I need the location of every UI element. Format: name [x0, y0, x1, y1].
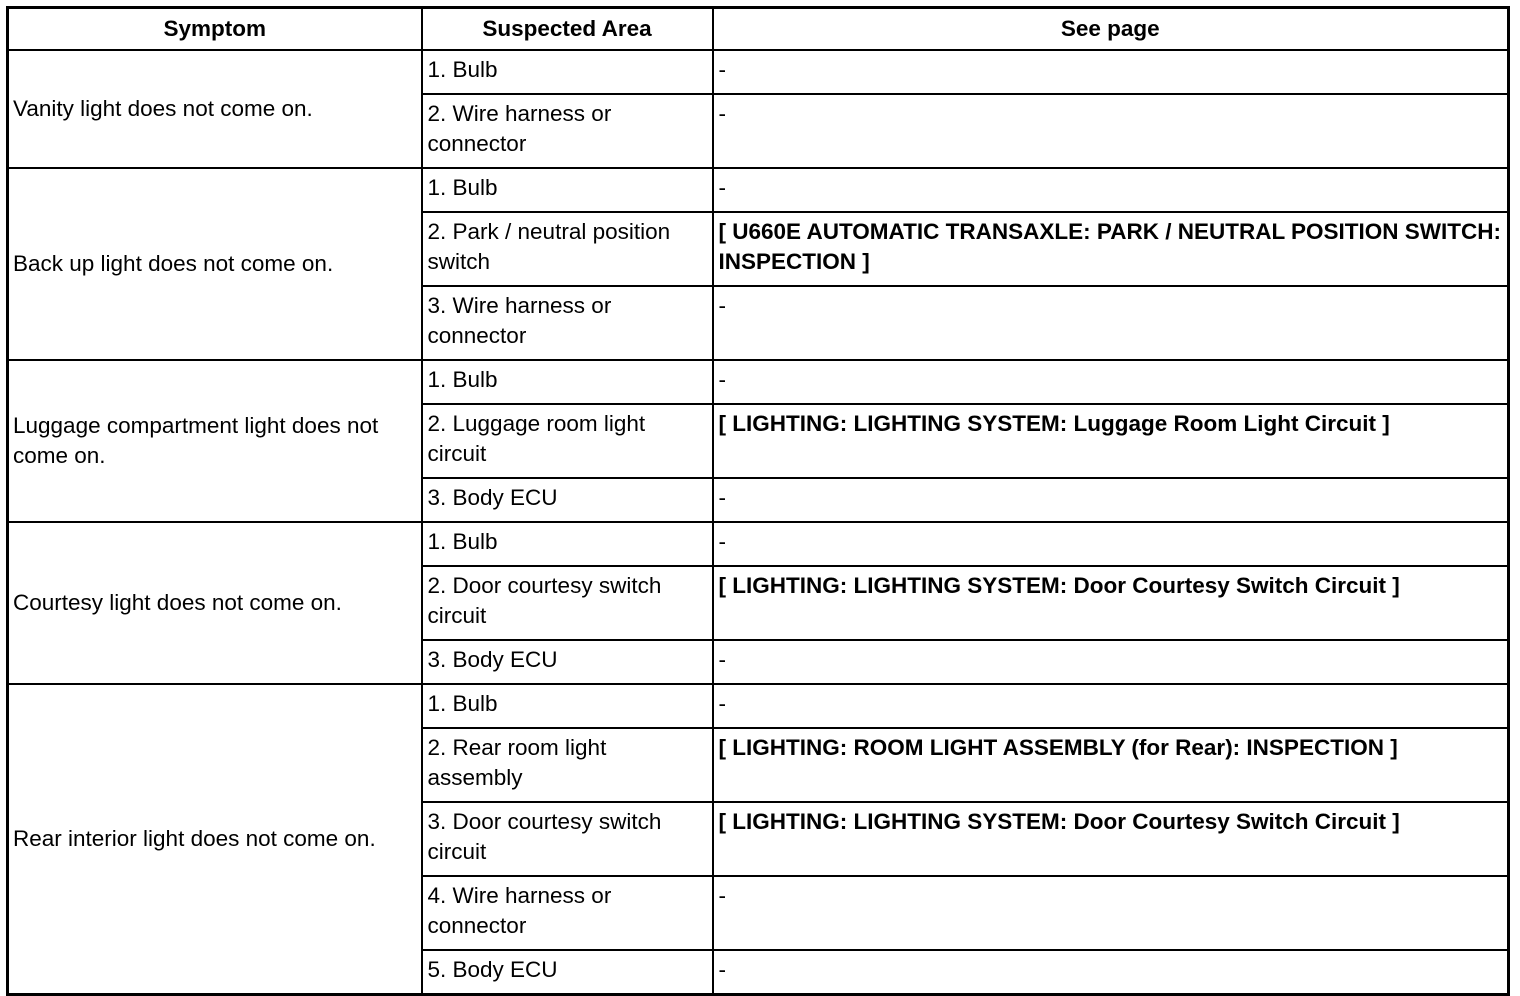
see-page-cell: -: [713, 286, 1509, 360]
symptom-cell: Rear interior light does not come on.: [8, 684, 422, 995]
see-page-link[interactable]: [ LIGHTING: LIGHTING SYSTEM: Door Courtesy Switch Circuit ]: [713, 566, 1509, 640]
suspected-area-cell: 1. Bulb: [422, 684, 713, 728]
symptom-cell: Back up light does not come on.: [8, 168, 422, 360]
see-page-cell: -: [713, 478, 1509, 522]
table-row: [8, 50, 1509, 94]
suspected-area-cell: 5. Body ECU: [422, 950, 713, 995]
suspected-area-cell: 3. Door courtesy switch circuit: [422, 802, 713, 876]
symptom-cell: Vanity light does not come on.: [8, 50, 422, 168]
suspected-area-cell: 2. Park / neutral position switch: [422, 212, 713, 286]
suspected-area-cell: 1. Bulb: [422, 360, 713, 404]
see-page-cell: -: [713, 876, 1509, 950]
see-page-cell: -: [713, 360, 1509, 404]
see-page-cell: -: [713, 168, 1509, 212]
see-page-cell: -: [713, 950, 1509, 995]
see-page-link[interactable]: [ LIGHTING: ROOM LIGHT ASSEMBLY (for Rear): INSPECTION ]: [713, 728, 1509, 802]
suspected-area-cell: 2. Wire harness or connector: [422, 94, 713, 168]
table-row: [8, 360, 1509, 404]
header-see-page: See page: [713, 8, 1509, 51]
suspected-area-cell: 3. Body ECU: [422, 640, 713, 684]
suspected-area-cell: 1. Bulb: [422, 522, 713, 566]
see-page-cell: -: [713, 50, 1509, 94]
suspected-area-cell: 3. Body ECU: [422, 478, 713, 522]
troubleshooting-table: [6, 6, 1510, 996]
see-page-cell: -: [713, 684, 1509, 728]
table-row: [8, 522, 1509, 566]
suspected-area-cell: 2. Rear room light assembly: [422, 728, 713, 802]
suspected-area-cell: 3. Wire harness or connector: [422, 286, 713, 360]
symptom-cell: Luggage compartment light does not come on.: [8, 360, 422, 522]
suspected-area-cell: 1. Bulb: [422, 168, 713, 212]
symptom-cell: Courtesy light does not come on.: [8, 522, 422, 684]
header-symptom: Symptom: [8, 8, 422, 51]
see-page-cell: -: [713, 522, 1509, 566]
suspected-area-cell: 2. Luggage room light circuit: [422, 404, 713, 478]
header-row: [8, 8, 1509, 51]
suspected-area-cell: 4. Wire harness or connector: [422, 876, 713, 950]
see-page-cell: -: [713, 94, 1509, 168]
see-page-cell: -: [713, 640, 1509, 684]
table-row: [8, 684, 1509, 728]
suspected-area-cell: 1. Bulb: [422, 50, 713, 94]
table-row: [8, 168, 1509, 212]
suspected-area-cell: 2. Door courtesy switch circuit: [422, 566, 713, 640]
header-suspected-area: Suspected Area: [422, 8, 713, 51]
see-page-link[interactable]: [ LIGHTING: LIGHTING SYSTEM: Luggage Room Light Circuit ]: [713, 404, 1509, 478]
see-page-link[interactable]: [ LIGHTING: LIGHTING SYSTEM: Door Courtesy Switch Circuit ]: [713, 802, 1509, 876]
see-page-link[interactable]: [ U660E AUTOMATIC TRANSAXLE: PARK / NEUTRAL POSITION SWITCH: INSPECTION ]: [713, 212, 1509, 286]
